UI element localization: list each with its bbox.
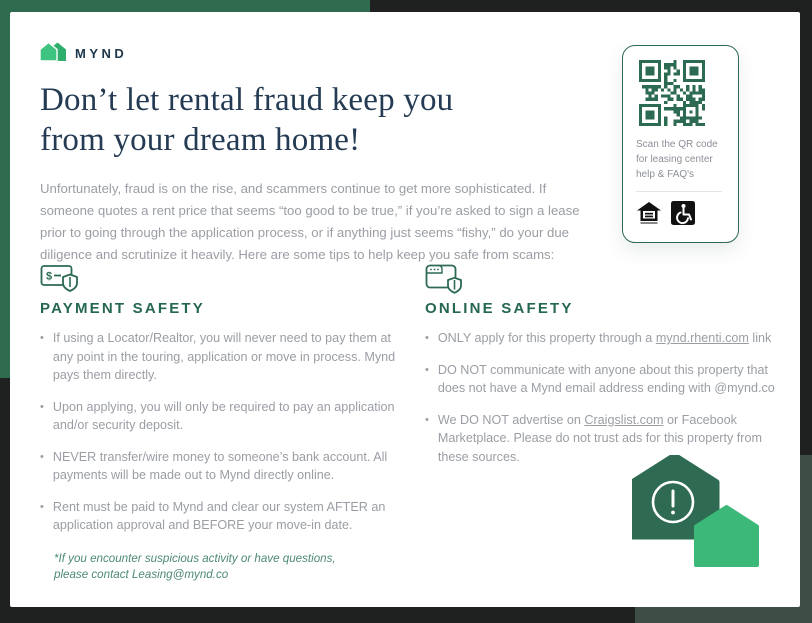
bullet-dot: • <box>425 363 429 376</box>
bullet-text: Rent must be paid to Mynd and clear our system AFTER an application approval and BEFORE your move-in date. <box>52 499 386 532</box>
list-item <box>425 361 785 398</box>
svg-text:$: $ <box>46 270 53 283</box>
bullet-text-post: or Facebook Marketplace. Please do not trust ads for this property from these sources. <box>437 412 762 464</box>
rhenti-link[interactable]: mynd.rhenti.com <box>655 331 749 345</box>
accessibility-wheelchair-icon <box>671 201 695 230</box>
list-item <box>40 498 406 535</box>
flyer-card <box>10 12 800 607</box>
equal-housing-opportunity-icon <box>636 201 662 232</box>
bullet-text-pre: ONLY apply for this property through a <box>437 331 656 345</box>
online-safety-section <box>425 264 785 479</box>
bullet-dot: • <box>40 500 44 513</box>
page-title-line2: from your dream home! <box>40 122 361 158</box>
list-item <box>425 329 785 348</box>
dollar-bill-shield-icon <box>40 264 406 292</box>
bullet-text-pre: We DO NOT advertise on <box>437 412 585 427</box>
brand-name: MYND <box>75 45 128 61</box>
bullet-dot: • <box>40 450 44 463</box>
mynd-logo <box>40 40 127 66</box>
intro-paragraph: Unfortunately, fraud is on the rise, and scammers continue to get more sophisticated. If someone quotes a rent price that seems “too good to be true,” if you’re asked to sign a lease prior to going through the application process, or if anything just seems “fishy,” do your due diligence and scrutinize it heavily. Here are some tips to help keep you safe from scams: <box>40 181 580 262</box>
online-safety-heading: ONLINE SAFETY <box>425 300 574 317</box>
bullet-dot: • <box>40 332 44 344</box>
page-title <box>40 80 453 160</box>
browser-shield-icon <box>425 264 785 292</box>
bullet-text <box>438 329 771 348</box>
payment-safety-list <box>40 329 406 535</box>
bullet-text: DO NOT communicate with anyone about this property that does not have a Mynd email address ending with @mynd.co <box>437 362 775 395</box>
online-safety-list <box>425 329 785 466</box>
payment-safety-heading: PAYMENT SAFETY <box>40 300 205 317</box>
list-item <box>40 448 406 485</box>
payment-safety-section <box>40 264 406 584</box>
list-item <box>40 329 406 385</box>
list-item <box>40 398 406 435</box>
bullet-text: Upon applying, you will only be required to pay an application and/or security deposit. <box>52 399 395 432</box>
bullet-text-post: link <box>748 331 772 345</box>
craigslist-link[interactable]: Craigslist.com <box>584 412 664 427</box>
note-line2: please contact Leasing@mynd.co <box>54 568 229 581</box>
qr-caption: Scan the QR code for leasing center help & FAQ's <box>636 139 718 180</box>
qr-code <box>639 60 705 126</box>
bullet-dot: • <box>425 413 429 426</box>
divider <box>636 191 722 192</box>
bullet-dot: • <box>40 400 44 413</box>
page-title-line1: Don’t let rental fraud keep you <box>40 82 454 118</box>
bullet-text: If using a Locator/Realtor, you will never need to pay them at any point in the touring, application or move in process. Mynd pays them directly. <box>52 331 396 382</box>
compliance-icons <box>636 201 726 232</box>
bullet-dot: • <box>425 332 429 344</box>
bullet-text: NEVER transfer/wire money to someone’s bank account. All payments will be made out to Mynd directly online. <box>52 449 388 482</box>
fraud-alert-house-icon <box>632 455 768 572</box>
suspicious-activity-note <box>40 551 406 584</box>
note-line1: *If you encounter suspicious activity or have questions, <box>54 551 336 565</box>
mynd-houses-logo-icon <box>40 40 67 66</box>
qr-info-card <box>622 45 739 243</box>
